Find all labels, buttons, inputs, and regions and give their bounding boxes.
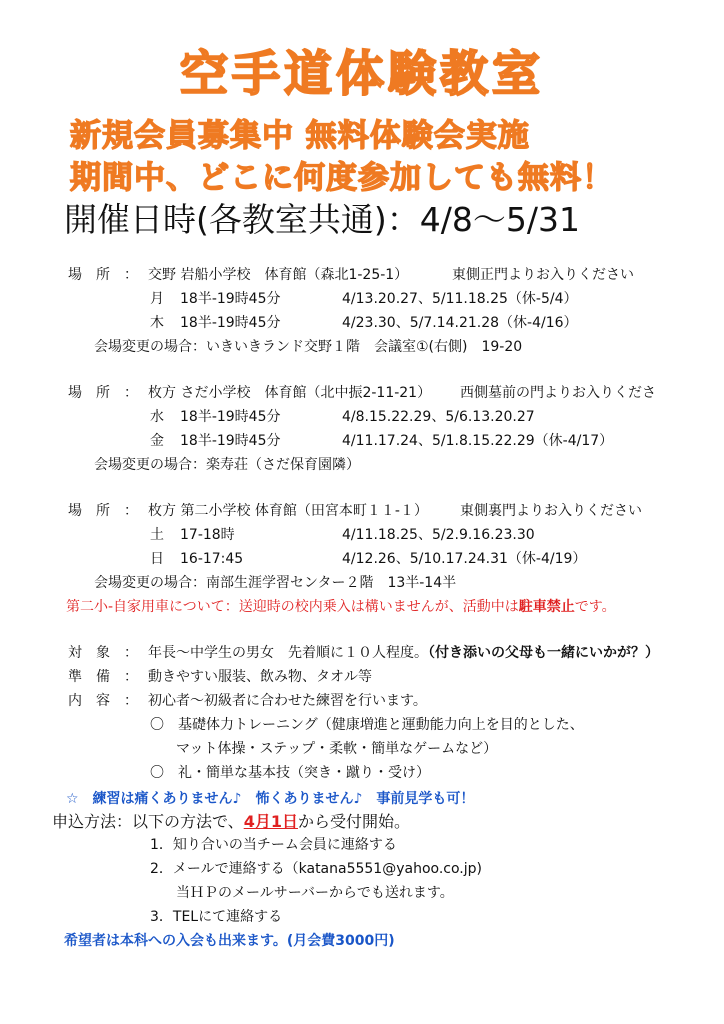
venue3-dates1: 4/11.18.25、5/2.9.16.23.30 — [342, 527, 535, 543]
parking-note-end: です。 — [574, 599, 616, 615]
prep-text: 動きやすい服装、飲み物、タオル等 — [148, 669, 372, 685]
target-text — [148, 642, 659, 664]
event-dates: 開催日時(各教室共通)：4/8～5/31 — [64, 200, 580, 239]
target-description: 年長～中学生の男女 先着順に１０人程度。 — [148, 645, 428, 661]
target-parents-note: （付き添いの父母も一緒にいかが？） — [428, 645, 659, 661]
venue1-day2: 木 — [150, 315, 164, 331]
apply-method-text: 申込方法：以下の方法で、 — [52, 812, 244, 831]
parking-note — [66, 596, 616, 618]
venue3-time1: 17-18時 — [180, 527, 235, 543]
venue1-place: 交野 岩船小学校 体育館（森北1-25-1） — [148, 267, 409, 283]
venue2-day1: 水 — [150, 409, 164, 425]
recruit-subtitle: 新規会員募集中 無料体験会実施 — [70, 118, 530, 154]
venue2-change: 会場変更の場合：楽寿荘（さだ保育園隣） — [94, 457, 360, 473]
reassurance-line: ☆ 練習は痛くありません♪ 怖くありません♪ 事前見学も可！ — [66, 791, 475, 807]
apply-start-text: から受付開始。 — [297, 812, 410, 831]
page-title: 空手道体験教室 — [179, 46, 544, 102]
venue3-entry: 東側裏門よりお入りください — [460, 503, 642, 519]
venue1-time1: 18半-19時45分 — [180, 291, 281, 307]
venue2-time2: 18半-19時45分 — [180, 433, 281, 449]
venue3-change: 会場変更の場合：南部生涯学習センター２階 13半-14半 — [94, 575, 457, 591]
venue2-place: 枚方 さだ小学校 体育館（北中振2-11-21） — [148, 385, 432, 401]
venue2-day2: 金 — [150, 433, 164, 449]
content-item-training: 〇 基礎体力トレーニング（健康増進と運動能力向上を目的とした、 — [150, 717, 584, 733]
method-2: 2．メールで連絡する（katana5551@yahoo.co.jp) — [150, 861, 482, 877]
venue3-day1: 土 — [150, 527, 164, 543]
membership-note: 希望者は本科への入会も出来ます。(月会費3000円) — [64, 933, 395, 949]
apply-start-date: 4月1日 — [243, 812, 298, 831]
venue2-dates2: 4/11.17.24、5/1.8.15.22.29（休-4/17） — [342, 433, 614, 449]
method-2-note: 当ＨＰのメールサーバーからでも送れます。 — [176, 885, 454, 901]
venue3-dates2: 4/12.26、5/10.17.24.31（休-4/19） — [342, 551, 587, 567]
apply-line — [52, 810, 410, 834]
content-item-techniques: 〇 礼・簡単な基本技（突き・蹴り・受け） — [150, 765, 430, 781]
venue1-day1: 月 — [150, 291, 164, 307]
venue1-dates2: 4/23.30、5/7.14.21.28（休-4/16） — [342, 315, 578, 331]
parking-no-parking: 駐車禁止 — [518, 599, 575, 615]
target-label: 対 象 ： — [68, 645, 138, 661]
venue3-time2: 16-17:45 — [180, 551, 244, 567]
content-item-training-detail: マット体操・ステップ・柔軟・簡単なゲームなど） — [176, 741, 498, 757]
venue2-label: 場 所 ： — [68, 385, 138, 401]
method-1: 1．知り合いの当チーム会員に連絡する — [150, 837, 397, 853]
venue3-label: 場 所 ： — [68, 503, 138, 519]
content-label: 内 容 ： — [68, 693, 138, 709]
venue2-time1: 18半-19時45分 — [180, 409, 281, 425]
method-3: 3．TELにて連絡する — [150, 909, 283, 925]
venue1-dates1: 4/13.20.27、5/11.18.25（休-5/4） — [342, 291, 578, 307]
venue2-dates1: 4/8.15.22.29、5/6.13.20.27 — [342, 409, 535, 425]
venue1-entry: 東側正門よりお入りください — [452, 267, 634, 283]
prep-label: 準 備 ： — [68, 669, 138, 685]
venue3-day2: 日 — [150, 551, 164, 567]
venue2-entry: 西側墓前の門よりお入りくださ — [460, 385, 656, 401]
free-subtitle: 期間中、どこに何度参加しても無料！ — [70, 160, 614, 196]
venue3-place: 枚方 第二小学校 体育館（田宮本町１１-１） — [148, 503, 428, 519]
venue1-change: 会場変更の場合：いきいきランド交野１階 会議室①(右側) 19-20 — [94, 339, 523, 355]
parking-note-text: 第二小-自家用車について：送迎時の校内乗入は構いませんが、活動中は — [66, 599, 519, 615]
venue1-time2: 18半-19時45分 — [180, 315, 281, 331]
content-text: 初心者～初級者に合わせた練習を行います。 — [148, 693, 427, 709]
venue1-label: 場 所 ： — [68, 267, 138, 283]
